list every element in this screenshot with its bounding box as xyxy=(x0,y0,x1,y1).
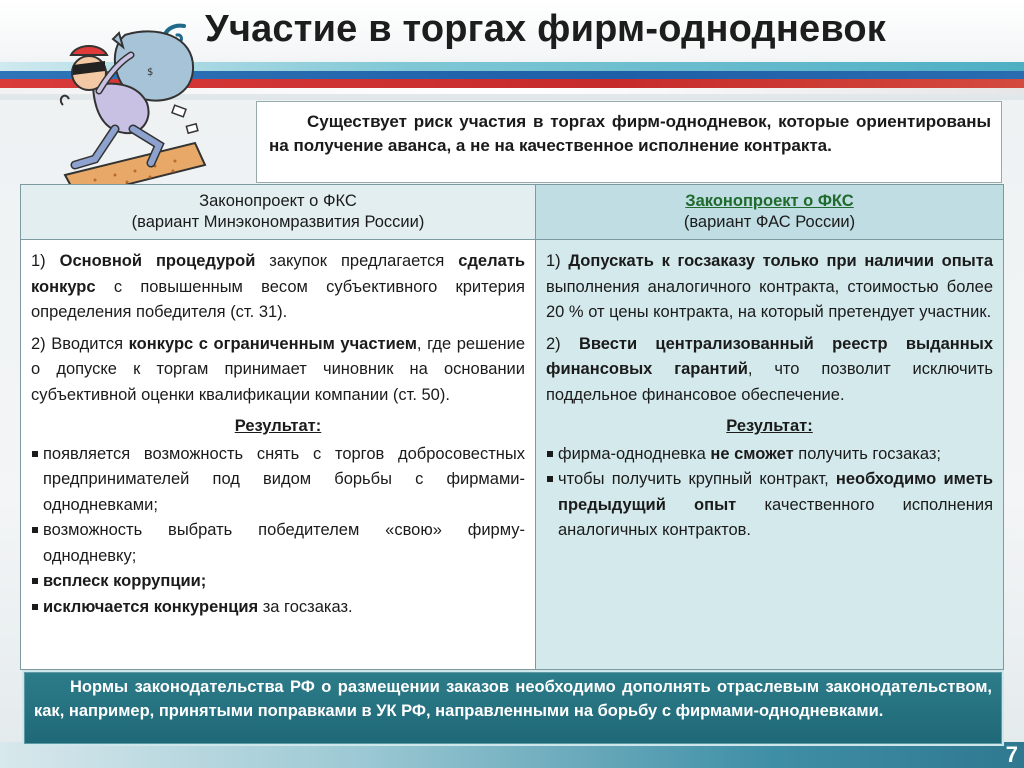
column-ministry xyxy=(21,185,536,669)
result-bullet xyxy=(546,442,993,468)
page-number: 7 xyxy=(1005,742,1018,767)
text: выполнения аналогичного контракта, стоимостью более 20 % от цены контракта, на который претендует участник. xyxy=(546,277,993,321)
text: закупок предлагается xyxy=(255,252,459,270)
proposal-1 xyxy=(546,249,993,326)
column-fas xyxy=(536,185,1003,669)
text: , что позволит исключить поддельное финансовое обеспечение. xyxy=(546,360,994,404)
bold-text: необходимо иметь предыдущий опыт xyxy=(558,470,993,514)
text: получить госзаказ; xyxy=(793,444,941,463)
text: с повышенным весом субъективного критерия определения победителя (ст. 31). xyxy=(31,277,525,321)
column-header-ministry xyxy=(21,185,535,240)
column-header-fas xyxy=(536,185,1003,240)
thief-clipart xyxy=(55,25,215,200)
svg-text:$: $ xyxy=(147,67,154,78)
legislation-note: Нормы законодательства РФ о размещении заказов необходимо дополнять отраслевым законодательством, как, например, принятыми поправками в УК РФ, направленными на борьбу с фирмами-однодневками. xyxy=(22,670,1004,746)
result-bullet: возможность выбрать победителем «свою» фирму-однодневку; xyxy=(31,518,525,569)
proposal-2 xyxy=(31,332,525,409)
result-bullet xyxy=(31,569,525,595)
column-body-ministry xyxy=(31,249,525,620)
result-bullet xyxy=(546,467,993,544)
slide-title: Участие в торгах фирм-однодневок xyxy=(205,8,887,50)
text: 2) xyxy=(546,334,579,353)
column-body-fas xyxy=(546,249,993,544)
bold-text: исключается конкуренция xyxy=(43,597,259,616)
bold-text: конкурс с ограниченным участием xyxy=(128,334,417,353)
header-title: Законопроект о ФКС xyxy=(199,192,357,210)
risk-statement: Существует риск участия в торгах фирм-однодневок, которые ориентированы на получение аванса, а не на качественное исполнение контракта. xyxy=(256,101,1002,183)
text: качественного исполнения аналогичных контрактов. xyxy=(558,495,994,539)
bold-text: Основной процедурой xyxy=(59,252,256,270)
text: фирма-однодневка xyxy=(558,444,711,463)
result-label: Результат: xyxy=(726,417,813,435)
header-title: Законопроект о ФКС xyxy=(685,192,854,210)
text: 2) Вводится xyxy=(31,334,129,353)
text: 1) xyxy=(546,252,569,270)
text: , где решение о допуске к торгам принимает чиновник на основании субъективной оценки квалификации компании (ст. 50). xyxy=(31,334,525,404)
result-label: Результат: xyxy=(234,417,322,435)
bold-text: всплеск коррупции; xyxy=(43,572,207,590)
result-bullet: появляется возможность снять с торгов добросовестных предпринимателей под видом борьбы с фирмами-однодневками; xyxy=(31,442,525,519)
bold-text: Ввести централизованный реестр выданных финансовых гарантий xyxy=(546,334,993,378)
header-subtitle: (вариант ФАС России) xyxy=(683,213,856,231)
result-bullet xyxy=(31,595,525,621)
header-subtitle: (вариант Минэкономразвития России) xyxy=(131,213,425,231)
text: за госзаказ. xyxy=(258,597,353,616)
bold-text: не сможет xyxy=(710,444,794,463)
bold-text: сделать конкурс xyxy=(31,252,525,296)
comparison-table xyxy=(20,184,1004,670)
bold-text: Допускать к госзаказу только при наличии опыта xyxy=(568,252,994,270)
proposal-2 xyxy=(546,332,993,409)
text: 1) xyxy=(31,252,60,270)
proposal-1 xyxy=(31,249,525,326)
text: чтобы получить крупный контракт, xyxy=(558,470,836,488)
